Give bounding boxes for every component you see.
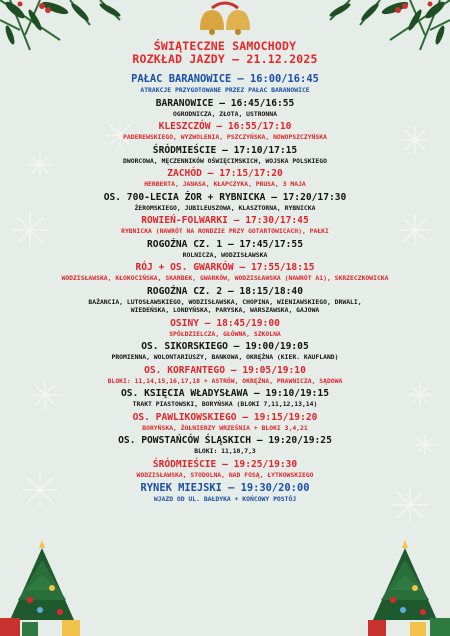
stop-header: OS. 700-LECIA ŻOR + RYBNICKA – 17:20/17:30 — [103, 191, 347, 203]
schedule-entry — [0, 482, 450, 504]
stop-streets: BLOKI: 11,10,7,3 — [194, 447, 256, 455]
stop-streets: WODZISŁAWSKA, KŁOKOCIŃSKA, SKARBEK, GWARKÓW, WODZISŁAWSKA (NAWRÓT A1), SKRZECZKOWICKA — [61, 274, 389, 282]
schedule-entry — [0, 215, 450, 236]
stop-streets: WJAZD OD UL. BAŁDYKA + KOŃCOWY POSTÓJ — [153, 495, 297, 503]
stop-streets: ROLNICZA, WODZISŁAWSKA — [182, 250, 268, 259]
schedule-entry — [0, 73, 450, 95]
stop-streets: HERBERTA, JANASA, KŁAPCZYKA, PRUSA, 3 MAJA — [144, 180, 306, 188]
stop-streets: OGRODNICZA, ZŁOTA, USTRONNA — [173, 109, 277, 118]
stop-header: OSINY – 18:45/19:00 — [170, 317, 280, 329]
schedule-entry — [0, 318, 450, 339]
schedule-entry — [0, 341, 450, 362]
golden-bells — [200, 3, 250, 35]
stop-streets: RYBNICKA (NAWRÓT NA RONDZIE PRZY GOTARTOWICACH), PAŁKI — [121, 227, 329, 235]
stop-header: BARANOWICE – 16:45/16:55 — [155, 97, 295, 109]
stop-header: ŚRÓDMIEŚCIE – 17:10/17:15 — [152, 144, 298, 156]
stop-header: OS. POWSTAŃCÓW ŚLĄSKICH – 19:20/19:25 — [118, 435, 332, 446]
stop-streets: PROMIENNA, WOLONTARIUSZY, BANKOWA, OKRĘŻNA (KIER. KAUFLAND) — [111, 353, 339, 361]
stop-streets: WODZISŁAWSKA, STODOLNA, NAD FOSĄ, ŁYTKOWSKIEGO — [136, 470, 314, 479]
stop-streets: BAŻANCIA, LUTOSŁAWSKIEGO, WODZISŁAWSKA, CHOPINA, WIENIAWSKIEGO, DRWALI, — [88, 297, 362, 306]
poster-subtitle-date: ROZKŁAD JAZDY – 21.12.2025 — [132, 52, 318, 66]
christmas-tree-right — [373, 540, 437, 620]
stop-streets: ŻEROMSKIEGO, JUBILEUSZOWA, KLASZTORNA, RYBNICKA — [134, 203, 316, 212]
schedule-entry — [0, 168, 450, 189]
stop-header: OS. SIKORSKIEGO – 19:00/19:05 — [141, 341, 309, 352]
schedule-entry — [0, 262, 450, 283]
stop-header: ROGOŹNA CZ. 1 – 17:45/17:55 — [147, 238, 303, 250]
christmas-tree-left — [10, 540, 74, 620]
stop-header: OS. KORFANTEGO – 19:05/19:10 — [144, 364, 306, 376]
gift-boxes — [0, 618, 450, 636]
schedule-entry — [0, 412, 450, 433]
schedule-entry — [0, 435, 450, 456]
stop-streets: ATRAKCJE PRZYGOTOWANE PRZEZ PAŁAC BARANOWICE — [140, 86, 310, 94]
stop-streets: WIEDEŃSKA, LONDYŃSKA, PARYSKA, WARSZAWSKA, GAJOWA — [130, 306, 320, 314]
stop-header: RÓJ + OS. GWARKÓW – 17:55/18:15 — [135, 262, 315, 273]
schedule-entry — [0, 459, 450, 480]
stop-header: OS. KSIĘCIA WŁADYSŁAWA – 19:10/19:15 — [121, 388, 329, 399]
schedule-entry — [0, 192, 450, 213]
schedule-entry — [0, 121, 450, 142]
stop-header: ROWIEŃ-FOLWARKI – 17:30/17:45 — [141, 215, 309, 226]
schedule-entry — [0, 286, 450, 315]
schedule-entry — [0, 98, 450, 119]
stop-header: KLESZCZÓW – 16:55/17:10 — [158, 121, 292, 132]
stop-header: ROGOŹNA CZ. 2 – 18:15/18:40 — [147, 285, 303, 297]
stop-streets: DWORCOWA, MĘCZENNIKÓW OŚWIĘCIMSKICH, WOJSKA POLSKIEGO — [123, 156, 327, 165]
stop-header: OS. PAWLIKOWSKIEGO – 19:15/19:20 — [132, 411, 318, 423]
stop-streets: SPÓŁDZIELCZA, GŁÓWNA, SZKOLNA — [169, 329, 281, 338]
stop-header: RYNEK MIEJSKI – 19:30/20:00 — [140, 482, 310, 494]
stop-streets: BLOKI: 11,14,15,16,17,18 + ASTRÓW, OKRĘŻNA, PRAWNICZA, SĄDOWA — [107, 376, 343, 385]
stop-streets: PADEREWSKIEGO, WYZWOLENIA, PSZCZYŃSKA, NOWOPSZCZYŃSKA — [123, 133, 327, 141]
schedule-entry — [0, 388, 450, 409]
schedule-entry — [0, 365, 450, 386]
poster-title: ŚWIĄTECZNE SAMOCHODY — [153, 39, 297, 53]
schedule-list — [0, 73, 450, 504]
schedule-poster — [0, 40, 450, 504]
stop-streets: BORYŃSKA, ŻOŁNIERZY WRZEŚNIA + BLOKI 3,4,21 — [142, 423, 308, 432]
schedule-entry — [0, 145, 450, 166]
stop-header: ŚRÓDMIEŚCIE – 19:25/19:30 — [152, 458, 298, 470]
stop-header: ZACHÓD – 17:15/17:20 — [167, 168, 283, 179]
schedule-entry — [0, 239, 450, 260]
stop-header: PAŁAC BARANOWICE – 16:00/16:45 — [131, 73, 319, 85]
stop-streets: TRAKT PIASTOWSKI, BORYŃSKA (BLOKI 7,11,12,13,14) — [132, 400, 318, 408]
